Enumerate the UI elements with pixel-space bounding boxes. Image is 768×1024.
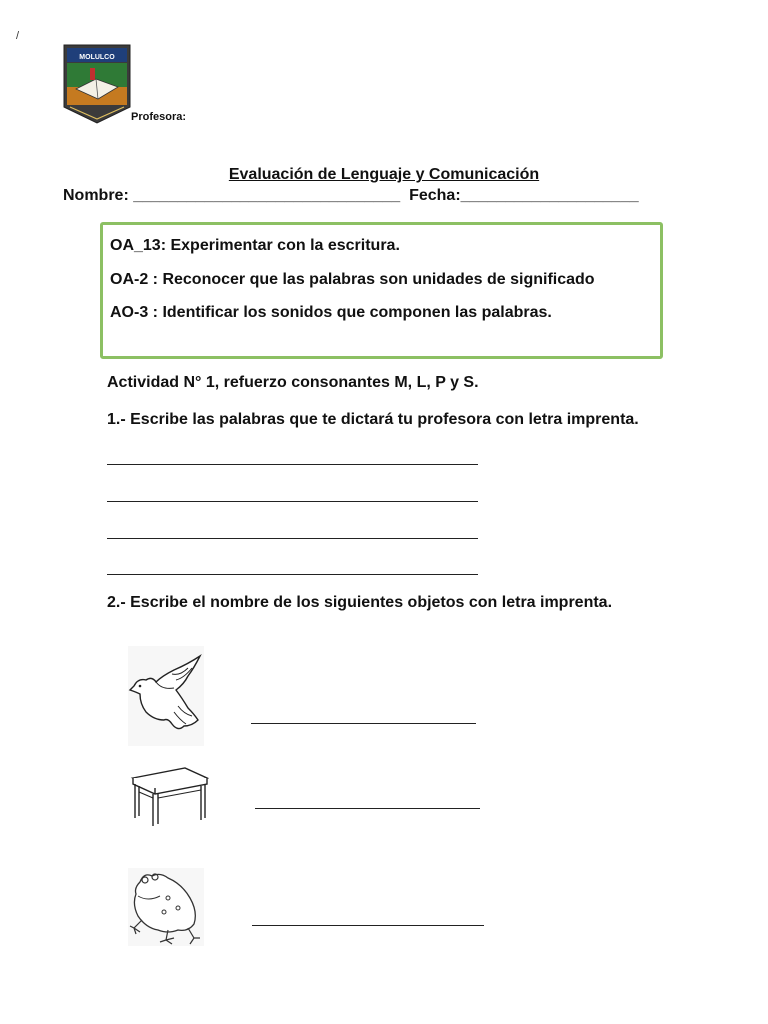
date-blank: ____________________ — [460, 187, 639, 204]
answer-line-dove[interactable] — [251, 723, 476, 724]
write-line-2[interactable] — [107, 501, 478, 502]
question-2: 2.- Escribe el nombre de los siguientes objetos con letra imprenta. — [107, 594, 613, 611]
name-label: Nombre: — [63, 187, 129, 204]
objective-2: OA-2 : Reconocer que las palabras son unidades de significado — [110, 271, 595, 288]
date-label: Fecha: — [409, 187, 461, 204]
frog-icon — [128, 868, 204, 946]
question-1: 1.- Escribe las palabras que te dictará tu profesora con letra imprenta. — [107, 411, 639, 428]
table-icon — [129, 766, 209, 828]
svg-text:MOLULCO: MOLULCO — [79, 54, 115, 61]
school-logo — [62, 43, 132, 125]
objective-1: OA_13: Experimentar con la escritura. — [110, 237, 400, 254]
dove-icon — [128, 646, 204, 746]
name-blank: ______________________________ — [133, 187, 401, 204]
name-date-row — [63, 187, 639, 205]
answer-line-table[interactable] — [255, 808, 480, 809]
write-line-4[interactable] — [107, 574, 478, 575]
write-line-3[interactable] — [107, 538, 478, 539]
activity-title: Actividad N° 1, refuerzo consonantes M, L, P y S. — [107, 374, 479, 391]
page-marker: / — [16, 30, 20, 42]
objective-3: AO-3 : Identificar los sonidos que componen las palabras. — [110, 304, 552, 321]
teacher-label: Profesora: — [131, 111, 187, 123]
answer-line-frog[interactable] — [252, 925, 484, 926]
page-title: Evaluación de Lenguaje y Comunicación — [228, 166, 540, 183]
write-line-1[interactable] — [107, 464, 478, 465]
